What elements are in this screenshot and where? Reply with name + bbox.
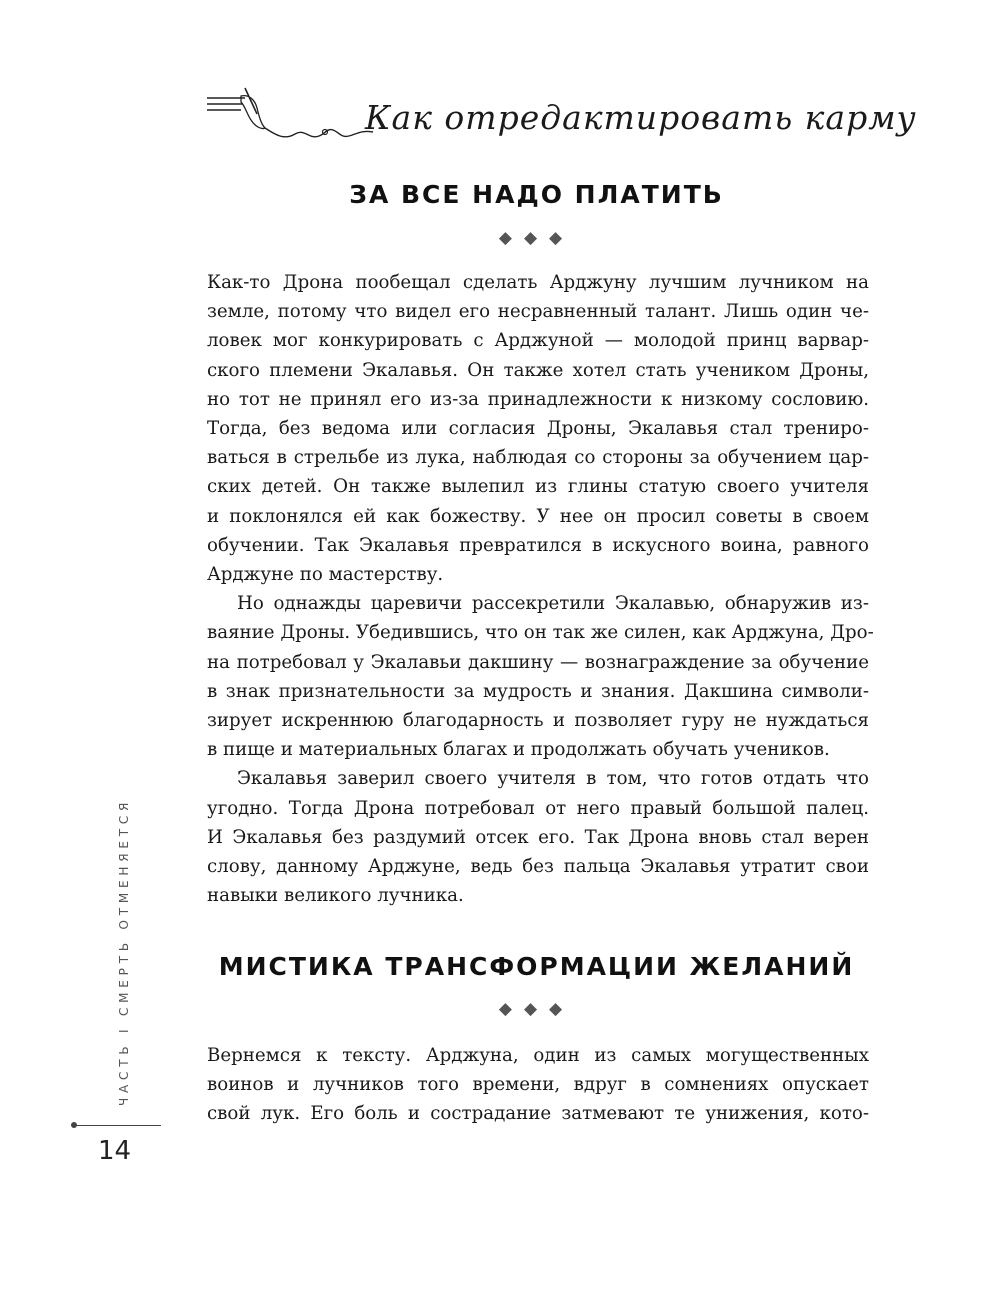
text-line: воинов и лучников того времени, вдруг в сомнениях опускает — [207, 1074, 869, 1096]
text-line: обучении. Так Экалавья превратился в искусного воина, равного — [207, 534, 869, 556]
text-line: ваться в стрельбе из лука, наблюдая со стороны за обучением цар- — [207, 447, 869, 469]
page-number: 14 — [98, 1136, 132, 1166]
folio-rule — [73, 1125, 161, 1126]
text-line: угодно. Тогда Дрона потребовал от него правый большой палец. — [207, 797, 869, 819]
text-line: Тогда, без ведома или согласия Дроны, Экалавья стал трениро- — [207, 418, 869, 440]
text-line: ловек мог конкурировать с Арджуной — молодой принц варвар- — [207, 330, 869, 352]
text-line: земле, потому что видел его несравненный талант. Лишь один че- — [207, 301, 869, 323]
text-line: слову, данному Арджуне, ведь без пальца Экалавья утратит свои — [207, 856, 869, 878]
running-title: Как отредактировать карму — [365, 98, 917, 137]
text-line: Но однажды царевичи рассекретили Экалавью, обнаружив из- — [237, 593, 869, 615]
text-line: в знак признательности за мудрость и знания. Дакшина символи- — [207, 680, 869, 702]
part-label: ЧАСТЬ I СМЕРТЬ ОТМЕНЯЕТСЯ — [117, 797, 131, 1106]
running-header — [205, 78, 917, 148]
text-line: но тот не принял его из-за принадлежности к низкому сословию. — [207, 388, 869, 410]
text-line: ских детей. Он также вылепил из глины статую своего учителя — [207, 476, 869, 498]
section-divider: ◆◆◆ — [498, 228, 575, 248]
text-line: зирует искреннюю благодарность и позволяет гуру не нуждаться — [207, 710, 869, 732]
section-title-pay: ЗА ВСЕ НАДО ПЛАТИТЬ — [349, 180, 724, 209]
section-divider: ◆◆◆ — [498, 999, 575, 1019]
section-title-mystic: МИСТИКА ТРАНСФОРМАЦИИ ЖЕЛАНИЙ — [218, 952, 855, 981]
hand-with-pen-icon — [205, 84, 375, 144]
text-line: на потребовал у Экалавьи дакшину — вознаграждение за обучение — [207, 651, 869, 673]
section2-body — [207, 1041, 869, 1129]
text-line: ского племени Экалавья. Он также хотел стать учеником Дроны, — [207, 359, 869, 381]
text-line: ваяние Дроны. Убедившись, что он так же силен, как Арджуна, Дро- — [207, 622, 874, 644]
text-line: навыки великого лучника. — [207, 885, 464, 907]
text-line: Экалавья заверил своего учителя в том, что готов отдать что — [237, 768, 869, 790]
text-line: И Экалавья без раздумий отсек его. Так Дрона вновь стал верен — [207, 826, 869, 848]
text-line: в пище и материальных благах и продолжать обучать учеников. — [207, 739, 830, 761]
text-line: Как-то Дрона пообещал сделать Арджуну лучшим лучником на — [207, 272, 869, 293]
text-line: и поклонялся ей как божеству. У нее он просил советы в своем — [207, 505, 869, 527]
section1-body — [207, 268, 874, 910]
text-line: Вернемся к тексту. Арджуна, один из самых могущественных — [207, 1045, 869, 1066]
text-line: свой лук. Его боль и сострадание затмевают те унижения, кото- — [207, 1103, 869, 1125]
text-line: Арджуне по мастерству. — [207, 564, 444, 586]
